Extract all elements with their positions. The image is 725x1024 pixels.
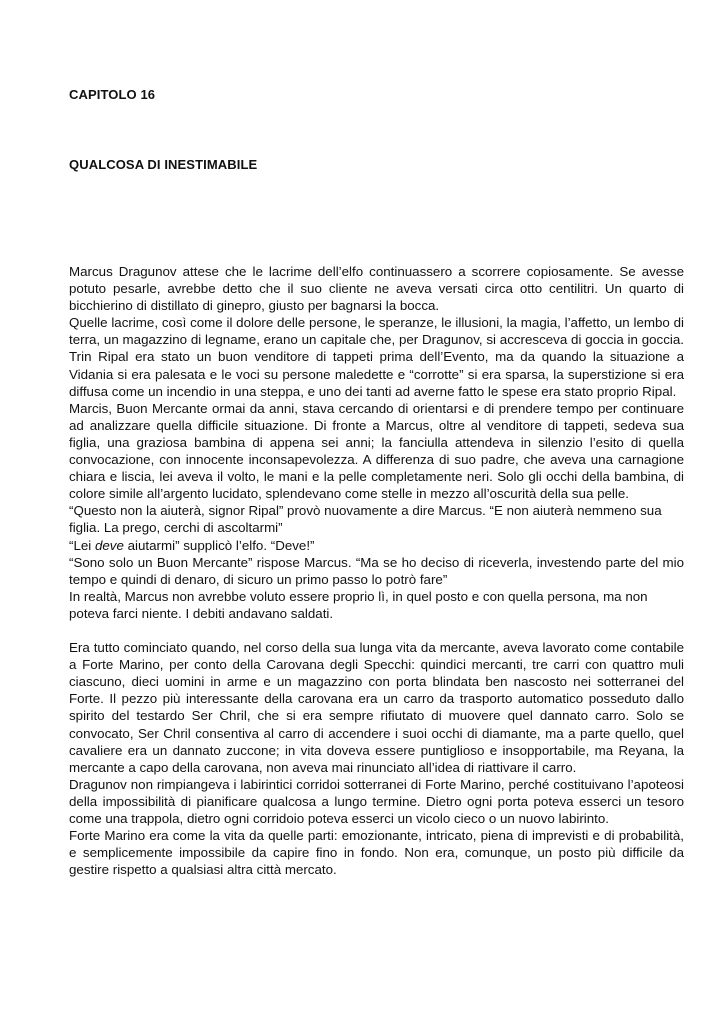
paragraph-break [69, 622, 684, 639]
dialogue-line: “Sono solo un Buon Mercante” rispose Marcus. “Ma se ho deciso di riceverla, investendo parte del mio tempo e quindi di denaro, di sicuro un primo passo lo potrò fare” [69, 554, 684, 587]
paragraph: Quelle lacrime, così come il dolore delle persone, le speranze, le illusioni, la magia, l’affetto, un lembo di terra, un magazzino di legname, erano un capitale che, per Dragunov, si accresceva di goccia in goccia. Trin Ripal era stato un buon venditore di tappeti prima dell’Evento, ma da quando la situazione a Vidania si era palesata e le voci su persone maledette e “corrotte” si era sparsa, la superstizione si era diffusa come un incendio in una steppa, e uno dei tanti ad averne fatto le spese era stato proprio Ripal. [69, 315, 684, 399]
dialogue-part: “Lei [69, 537, 95, 553]
dialogue-line [69, 537, 684, 554]
paragraph: Forte Marino era come la vita da quelle parti: emozionante, intricato, piena di imprevisti e di probabilità, e semplicemente impossibile da capire fino in fondo. Non era, comunque, un posto più difficile da gestire rispetto a qualsiasi altra città mercato. [69, 828, 684, 878]
paragraph: Era tutto cominciato quando, nel corso della sua lunga vita da mercante, aveva lavorato come contabile a Forte Marino, per conto della Carovana degli Specchi: quindici mercanti, tre carri con quattro muli ciascuno, dieci uomini in arme e un magazzino con porta blindata ben nascosto nei sotterranei del Forte. Il pezzo più interessante della carovana era un carro da trasporto automatico posseduto dallo spirito del testardo Ser Chril, che si era sempre rifiutato di muovere quel dannato carro. Solo se convocato, Ser Chril consentiva al carro di accendere i suoi occhi di diamante, ma a parte quello, quel cavaliere era un dannato zuccone; in vita doveva essere puntiglioso e insopportabile, ma Reyana, la mercante a capo della carovana, non aveva mai rinunciato all’idea di riattivare il carro. [69, 640, 684, 775]
paragraph: In realtà, Marcus non avrebbe voluto essere proprio lì, in quel posto e con quella persona, ma non poteva farci niente. I debiti andavano saldati. [69, 588, 648, 621]
paragraph: Marcis, Buon Mercante ormai da anni, stava cercando di orientarsi e di prendere tempo per continuare ad analizzare quella difficile situazione. Di fronte a Marcus, oltre al venditore di tappeti, sedeva sua figlia, una graziosa bambina di appena sei anni; la fanciulla attendeva in silenzio l’esito di quella convocazione, con innocente inconsapevolezza. A differenza di suo padre, che aveva una carnagione chiara e liscia, lei aveva il volto, le mani e la pelle completamente neri. Solo gli occhi della bambina, di colore simile all’argento lucidato, splendevano come stelle in mezzo all’oscurità della sua pelle. [69, 400, 684, 502]
emphasis-word: deve [94, 537, 124, 553]
dialogue-part: aiutarmi” supplicò l’elfo. “Deve!” [123, 537, 315, 553]
dialogue-line: “Questo non la aiuterà, signor Ripal” provò nuovamente a dire Marcus. “E non aiuterà nemmeno sua figlia. La prego, cerchi di ascoltarmi” [69, 503, 662, 536]
paragraph: Dragunov non rimpiangeva i labirintici corridoi sotterranei di Forte Marino, perché costituivano l’apoteosi della impossibilità di pianificare qualcosa a lungo termine. Dietro ogni porta poteva esserci un tesoro come una trappola, dietro ogni corridoio poteva esserci un vicolo cieco o un nuovo labirinto. [69, 776, 684, 826]
chapter-number: CAPITOLO 16 [69, 87, 156, 102]
chapter-title: QUALCOSA DI INESTIMABILE [69, 157, 258, 172]
body-text [69, 263, 684, 878]
paragraph: Marcus Dragunov attese che le lacrime dell’elfo continuassero a scorrere copiosamente. Se avesse potuto pesarle, avrebbe detto che il suo cliente ne aveva versati circa otto centilitri. Un quarto di bicchierino di distillato di ginepro, giusto per bagnarsi la bocca. [69, 264, 684, 314]
